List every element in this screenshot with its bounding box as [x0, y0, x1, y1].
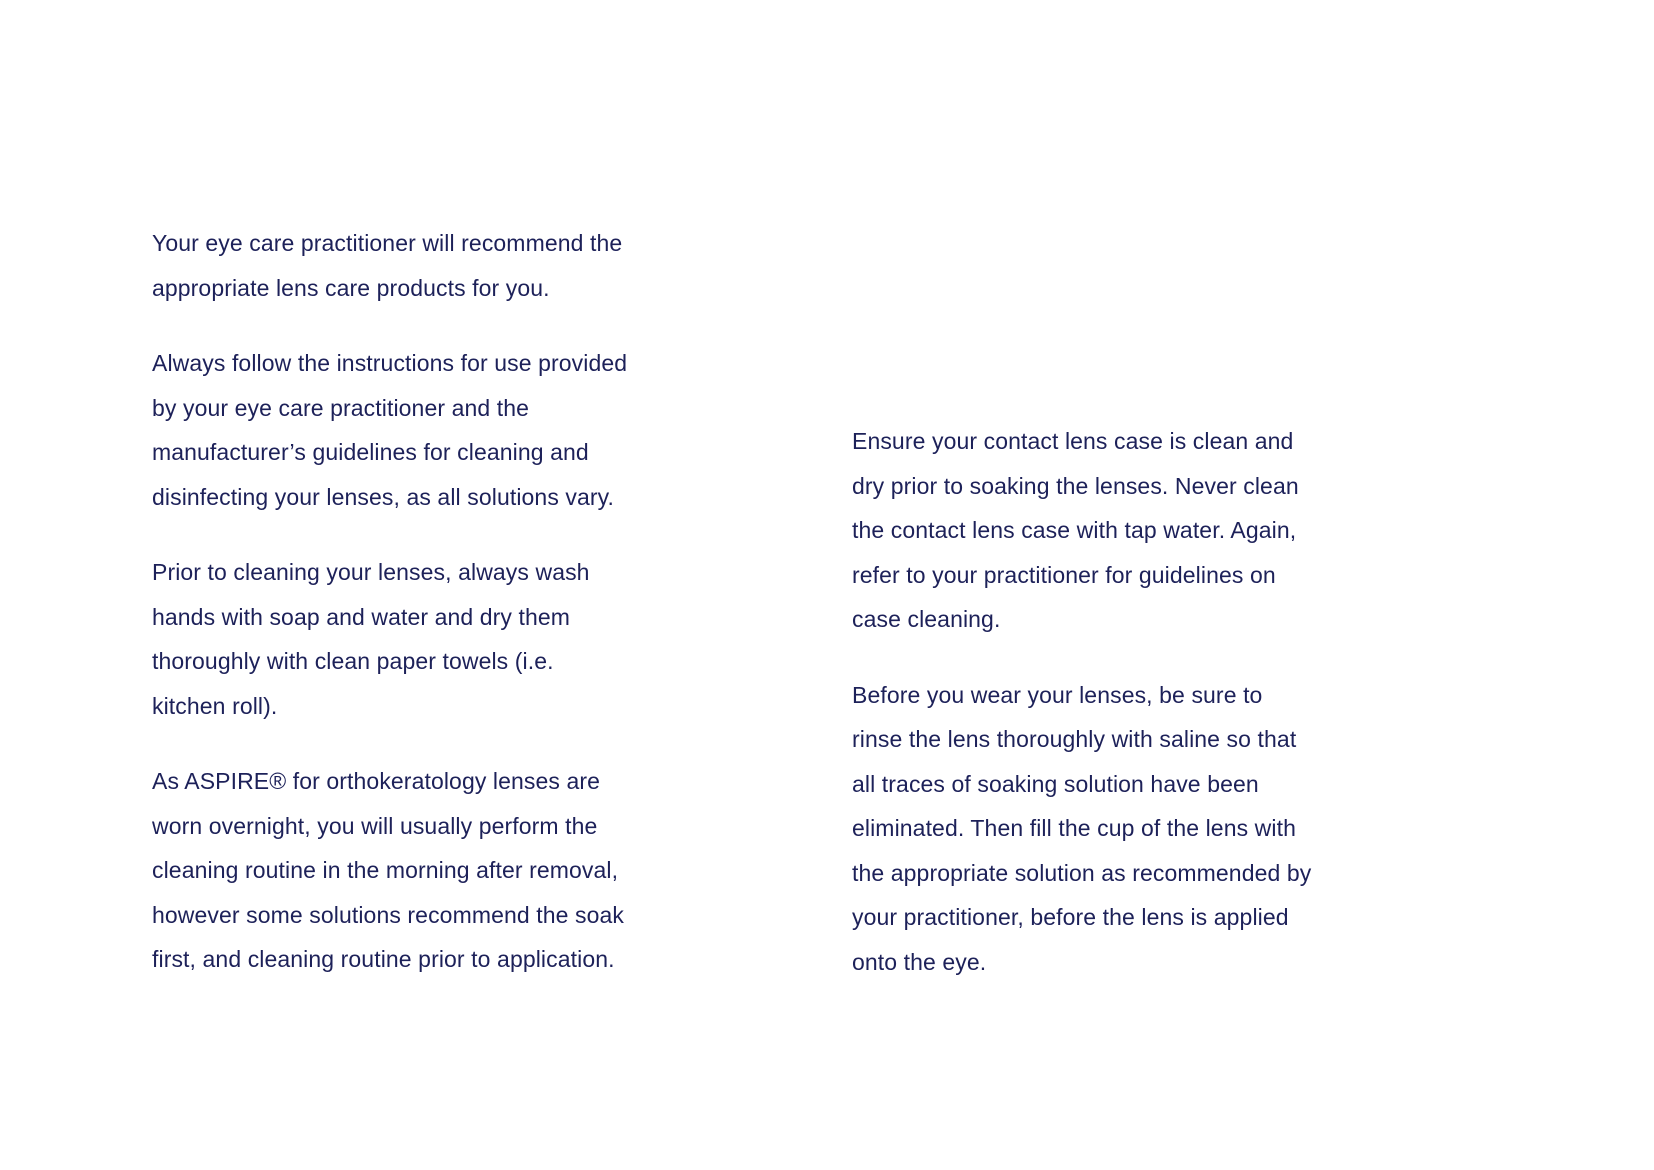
paragraph-lens-case: Ensure your contact lens case is clean and dry prior to soaking the lenses. Never clean the contact lens case with tap water. Again, refer to your practitioner for guidelines on case cleaning. — [852, 428, 1299, 632]
paragraph-before-wearing: Before you wear your lenses, be sure to rinse the lens thoroughly with saline so that all traces of soaking solution have been eliminated. Then fill the cup of the lens with the appropriate solution as recommended by your practitioner, before the lens is applied onto the eye. — [852, 681, 1312, 975]
paragraph-wash-hands: Prior to cleaning your lenses, always wash hands with soap and water and dry them thoroughly with clean paper towels (i.e. kitchen roll). — [152, 559, 590, 719]
paragraph-care-products: Your eye care practitioner will recommend the appropriate lens care products for you. — [152, 230, 623, 301]
left-text-column — [152, 221, 712, 982]
paragraph-overnight-cleaning: As ASPIRE® for orthokeratology lenses are worn overnight, you will usually perform the cleaning routine in the morning after removal, however some solutions recommend the soak first, and cleaning routine prior to application. — [152, 768, 624, 972]
paragraph-follow-instructions: Always follow the instructions for use provided by your eye care practitioner and the manufacturer’s guidelines for cleaning and disinfecting your lenses, as all solutions vary. — [152, 350, 628, 510]
right-text-column — [852, 419, 1412, 984]
